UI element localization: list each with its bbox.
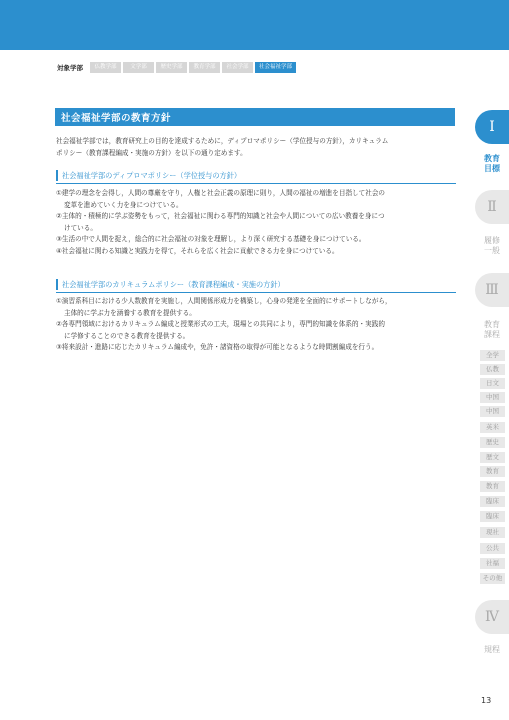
tab-social-welfare[interactable]: 社会福祉学部 [255, 62, 296, 73]
policy-line: 変革を進めていく力を身につけている。 [64, 200, 183, 209]
header-bar [0, 0, 509, 50]
tab-literature[interactable]: 文学部 [123, 62, 154, 73]
subtab-chinese-2[interactable]: 中国 [480, 406, 505, 417]
nav-section-3[interactable]: Ⅲ [475, 273, 509, 307]
section-title: 社会福祉学部の教育方針 [61, 113, 172, 124]
faculty-tabs [57, 62, 298, 73]
nav-section-2[interactable]: Ⅱ [475, 190, 509, 224]
nav-label-2[interactable]: 履修 一般 [484, 236, 500, 255]
tab-education[interactable]: 教育学部 [189, 62, 220, 73]
policy-line: 主体的に学ぶ力を涵養する教育を提供する。 [64, 308, 196, 317]
section-title-bar [55, 108, 455, 126]
intro-line: ポリシー（教育課程編成・実施の方針）を以下の通り定めます。 [56, 149, 247, 157]
policy-line: ③生活の中で人間を捉え，総合的に社会福祉の対象を理解し，より深く研究する基礎を身につけている。 [56, 235, 366, 243]
page-number: 13 [481, 696, 492, 705]
policy-line: ①建学の理念を会得し，人間の尊厳を守り，人権と社会正義の原理に則り，人間の福祉の増進を目指して社会の [56, 189, 386, 197]
subtab-english[interactable]: 英米 [480, 422, 505, 433]
subtab-japanese-lit[interactable]: 日文 [480, 378, 505, 389]
subtab-education-1[interactable]: 教育 [480, 466, 505, 477]
policy-line: ②各専門領域におけるカリキュラム編成と授業形式の工夫，現場との共同により，専門的知識を体系的・実践的 [56, 320, 385, 328]
subtab-history[interactable]: 歴史 [480, 437, 505, 448]
policy-line: ②主体的・積極的に学ぶ姿勢をもって，社会福祉に関わる専門的知識と社会や人間についての広い教養を身につ [56, 212, 385, 220]
policy-line: ④社会福祉に関わる知識と実践力を得て，それらを広く社会に貢献できる力を身につけている。 [56, 246, 339, 255]
subtab-buddhism[interactable]: 仏教 [480, 364, 505, 375]
subtab-public[interactable]: 公共 [480, 543, 505, 554]
faculty-tabs-label: 対象学部 [57, 64, 83, 72]
diploma-policy-list [56, 188, 456, 257]
subtab-all[interactable]: 全学 [480, 350, 505, 361]
intro-line: 社会福祉学部では，教育研究上の目的を達成するために，ディプロマポリシー（学位授与の方針），カリキュラム [56, 137, 389, 145]
tab-sociology[interactable]: 社会学部 [222, 62, 253, 73]
subtab-modern-society[interactable]: 現社 [480, 527, 505, 538]
subtab-chinese-1[interactable]: 中国 [480, 392, 505, 403]
policy-line: に学修することのできる教育を提供する。 [64, 331, 190, 340]
nav-section-4[interactable]: Ⅳ [475, 600, 509, 634]
tab-buddhism[interactable]: 仏教学部 [90, 62, 121, 73]
subtab-clinical-2[interactable]: 臨床 [480, 511, 505, 522]
curriculum-policy-heading: 社会福祉学部のカリキュラムポリシー（教育課程編成・実施の方針） [56, 279, 462, 290]
diploma-policy-heading: 社会福祉学部のディプロマポリシー（学位授与の方針） [56, 170, 462, 181]
policy-line: けている。 [64, 223, 97, 232]
diploma-heading-underline [56, 183, 456, 184]
nav-label-1[interactable]: 教育 目標 [484, 154, 500, 173]
policy-line: ①演習系科目における少人数教育を実施し，人間関係形成力を構築し，心身の発達を全面的にサポートしながら， [56, 297, 392, 305]
subtab-other[interactable]: その他 [480, 573, 505, 584]
subtab-education-2[interactable]: 教育 [480, 481, 505, 492]
curriculum-heading-underline [56, 292, 456, 293]
curriculum-policy-list [56, 296, 456, 354]
subtab-social-welfare[interactable]: 社福 [480, 558, 505, 569]
intro-text [56, 135, 456, 159]
subtab-history-culture[interactable]: 歴文 [480, 452, 505, 463]
nav-section-1[interactable]: Ⅰ [475, 110, 509, 144]
nav-label-4[interactable]: 規程 [484, 645, 500, 654]
subtab-clinical-1[interactable]: 臨床 [480, 496, 505, 507]
tab-history[interactable]: 歴史学部 [156, 62, 187, 73]
policy-line: ③将来設計・進路に応じたカリキュラム編成や，免許・諸資格の取得が可能となるような時間割編成を行う。 [56, 343, 379, 351]
nav-label-3[interactable]: 教育 課程 [484, 320, 500, 339]
